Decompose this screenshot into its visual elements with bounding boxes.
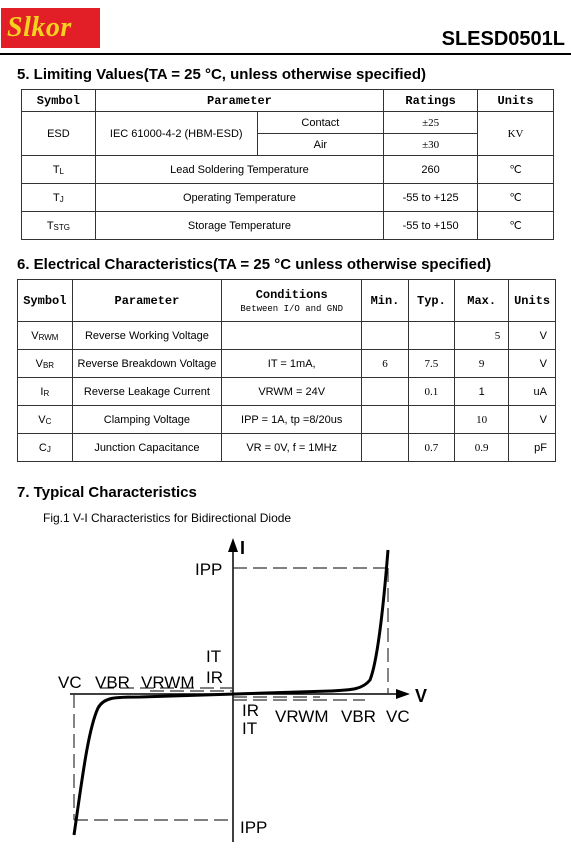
parameter-cell: Lead Soldering Temperature bbox=[95, 156, 383, 184]
esd-contact-label: Contact bbox=[257, 112, 383, 134]
esd-parameter: IEC 61000-4-2 (HBM-ESD) bbox=[95, 112, 257, 156]
vi-curve bbox=[74, 550, 388, 835]
ir-right-label: IR bbox=[242, 701, 259, 720]
parameter-cell: Reverse Leakage Current bbox=[72, 378, 221, 406]
typical-characteristics-title: 7. Typical Characteristics bbox=[17, 484, 197, 501]
rating-cell: -55 to +125 bbox=[384, 184, 478, 212]
ipp-top-label: IPP bbox=[195, 560, 223, 579]
brand-logo-text: Slkor bbox=[7, 12, 72, 43]
unit-cell: pF bbox=[509, 434, 556, 462]
esd-unit: KV bbox=[478, 112, 554, 156]
esd-contact-rating: ±25 bbox=[384, 112, 478, 134]
table-row bbox=[18, 378, 556, 406]
max-cell: 9 bbox=[455, 350, 509, 378]
it-left-label: IT bbox=[206, 647, 222, 666]
typ-cell: 0.1 bbox=[408, 378, 454, 406]
max-cell: 10 bbox=[455, 406, 509, 434]
table-row bbox=[22, 156, 554, 184]
limiting-values-title: 5. Limiting Values(TA = 25 °C, unless otherwise specified) bbox=[17, 66, 427, 83]
col-ratings: Ratings bbox=[384, 90, 478, 112]
esd-symbol: ESD bbox=[22, 112, 96, 156]
table-header-row bbox=[18, 280, 556, 322]
col-max: Max. bbox=[455, 280, 509, 322]
unit-cell: V bbox=[509, 406, 556, 434]
ir-left-label: IR bbox=[206, 668, 223, 687]
unit-cell: ℃ bbox=[478, 156, 554, 184]
table-row bbox=[22, 112, 554, 134]
min-cell bbox=[362, 322, 408, 350]
min-cell bbox=[362, 378, 408, 406]
vi-characteristic-chart bbox=[0, 530, 571, 853]
limiting-values-table bbox=[21, 89, 554, 240]
col-parameter: Parameter bbox=[72, 280, 221, 322]
symbol-cell: $V_C$ bbox=[18, 406, 73, 434]
min-cell: 6 bbox=[362, 350, 408, 378]
typ-cell: 0.7 bbox=[408, 434, 454, 462]
vrwm-left-label: VRWM bbox=[141, 673, 195, 692]
symbol-cell: $T_{STG}$ bbox=[22, 212, 96, 240]
parameter-cell: Junction Capacitance bbox=[72, 434, 221, 462]
electrical-characteristics-title: 6. Electrical Characteristics(TA = 25 °C unless otherwise specified) bbox=[17, 256, 492, 273]
parameter-cell: Operating Temperature bbox=[95, 184, 383, 212]
col-min: Min. bbox=[362, 280, 408, 322]
conditions-cell: VRWM = 24V bbox=[222, 378, 362, 406]
unit-cell: ℃ bbox=[478, 184, 554, 212]
table-row bbox=[18, 350, 556, 378]
vrwm-right-label: VRWM bbox=[275, 707, 329, 726]
col-parameter: Parameter bbox=[95, 90, 383, 112]
table-row bbox=[18, 406, 556, 434]
symbol-cell: $T_J$ bbox=[22, 184, 96, 212]
parameter-cell: Reverse Working Voltage bbox=[72, 322, 221, 350]
conditions-cell: IPP = 1A, tp =8/20us bbox=[222, 406, 362, 434]
esd-air-rating: ±30 bbox=[384, 134, 478, 156]
header-divider bbox=[0, 53, 571, 55]
ipp-bottom-label: IPP bbox=[240, 818, 268, 837]
min-cell bbox=[362, 406, 408, 434]
vc-right-label: VC bbox=[386, 707, 410, 726]
conditions-cell bbox=[222, 322, 362, 350]
col-typ: Typ. bbox=[408, 280, 454, 322]
conditions-cell: VR = 0V, f = 1MHz bbox=[222, 434, 362, 462]
vbr-right-label: VBR bbox=[341, 707, 376, 726]
typ-cell bbox=[408, 322, 454, 350]
max-cell: 0.9 bbox=[455, 434, 509, 462]
col-units: Units bbox=[509, 280, 556, 322]
min-cell bbox=[362, 434, 408, 462]
it-right-label: IT bbox=[242, 719, 258, 738]
max-cell: 1 bbox=[455, 378, 509, 406]
parameter-cell: Storage Temperature bbox=[95, 212, 383, 240]
col-symbol: Symbol bbox=[22, 90, 96, 112]
col-conditions: Conditions Between I/O and GND bbox=[222, 280, 362, 322]
y-axis-arrow bbox=[228, 538, 238, 552]
parameter-cell: Clamping Voltage bbox=[72, 406, 221, 434]
figure-caption: Fig.1 V-I Characteristics for Bidirectional Diode bbox=[43, 511, 292, 525]
typ-cell: 7.5 bbox=[408, 350, 454, 378]
unit-cell: V bbox=[509, 350, 556, 378]
part-number: SLESD0501L bbox=[441, 28, 565, 50]
brand-logo bbox=[1, 8, 100, 48]
unit-cell: ℃ bbox=[478, 212, 554, 240]
vc-left-label: VC bbox=[58, 673, 82, 692]
x-axis-arrow bbox=[396, 689, 410, 699]
electrical-characteristics-table bbox=[17, 279, 556, 462]
unit-cell: uA bbox=[509, 378, 556, 406]
unit-cell: V bbox=[509, 322, 556, 350]
max-cell: 5 bbox=[455, 322, 509, 350]
rating-cell: 260 bbox=[384, 156, 478, 184]
symbol-cell: $V_{RWM}$ bbox=[18, 322, 73, 350]
symbol-cell: $I_R$ bbox=[18, 378, 73, 406]
table-row bbox=[22, 212, 554, 240]
symbol-cell: $C_J$ bbox=[18, 434, 73, 462]
esd-air-label: Air bbox=[257, 134, 383, 156]
rating-cell: -55 to +150 bbox=[384, 212, 478, 240]
y-axis-label: I bbox=[240, 538, 246, 558]
conditions-cell: IT = 1mA, bbox=[222, 350, 362, 378]
table-header-row bbox=[22, 90, 554, 112]
x-axis-label: V bbox=[415, 686, 428, 706]
parameter-cell: Reverse Breakdown Voltage bbox=[72, 350, 221, 378]
table-row bbox=[18, 434, 556, 462]
symbol-cell: $T_L$ bbox=[22, 156, 96, 184]
symbol-cell: $V_{BR}$ bbox=[18, 350, 73, 378]
col-symbol: Symbol bbox=[18, 280, 73, 322]
table-row bbox=[22, 184, 554, 212]
col-units: Units bbox=[478, 90, 554, 112]
typ-cell bbox=[408, 406, 454, 434]
table-row bbox=[18, 322, 556, 350]
vbr-left-label: VBR bbox=[95, 673, 130, 692]
